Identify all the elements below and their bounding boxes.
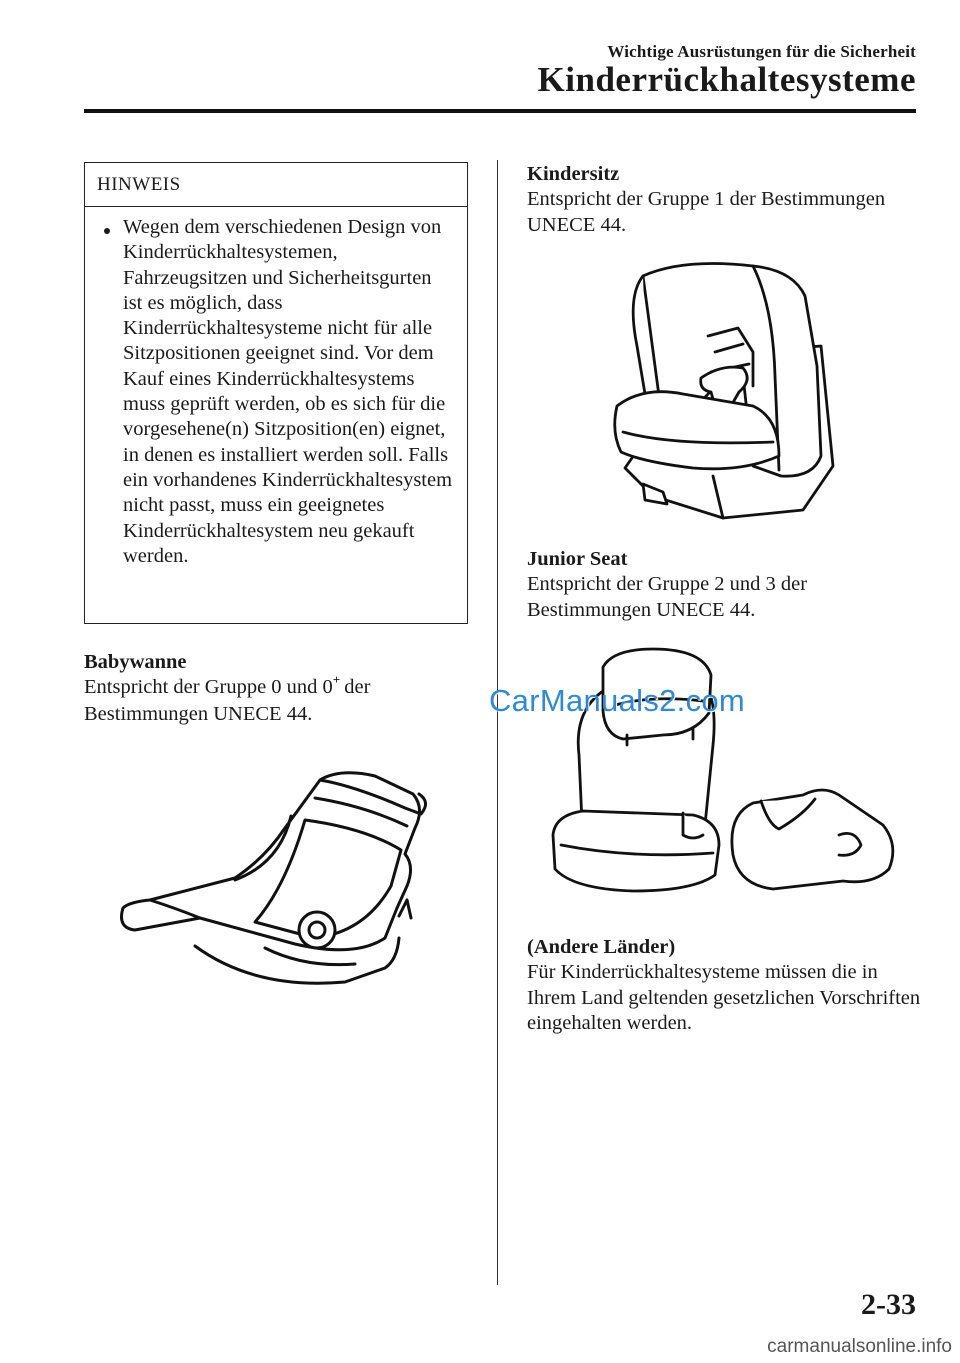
junior-seat-heading: Junior Seat — [527, 548, 628, 570]
header-divider — [84, 109, 916, 113]
kindersitz-section — [527, 162, 927, 238]
footer-site-link[interactable]: carmanualsonline.info — [767, 1336, 952, 1357]
babywanne-text-line1: Entspricht der Gruppe 0 und 0 — [84, 676, 333, 699]
baby-carrier-illustration — [115, 768, 445, 990]
andere-laender-heading: (Andere Länder) — [527, 936, 676, 958]
page-number: 2-33 — [861, 1288, 916, 1321]
babywanne-text-line1-end: der — [344, 676, 371, 699]
bullet-icon — [104, 228, 110, 234]
note-text: Wegen dem verschiedenen Design von Kinderrückhaltesystemen, Fahrzeugsitzen und Sicherheitsgurten ist es möglich, dass Kinderrückhaltesysteme nicht für alle Sitzpositionen geeignet sind. Vor dem Kauf eines Kinderrückhaltesystems muss geprüft werden, ob es sich für die vorgesehene(n) Sitzposition(en) eignet, in denen es installiert werden soll. Falls ein vorhandenes Kinderrückhaltesystem nicht passt, muss ein geeignetes Kinderrückhaltesystem neu gekauft werden. — [123, 216, 453, 567]
junior-seat-text: Entspricht der Gruppe 2 und 3 der Bestimmungen UNECE 44. — [527, 573, 808, 621]
section-subtitle: Wichtige Ausrüstungen für die Sicherheit — [607, 42, 916, 61]
babywanne-heading: Babywanne — [84, 651, 187, 673]
kindersitz-heading: Kindersitz — [527, 163, 620, 185]
andere-laender-text: Für Kinderrückhaltesysteme müssen die in Ihrem Land geltenden gesetzlichen Vorschriften eingehalten werden. — [527, 961, 921, 1034]
junior-seat-section — [527, 547, 927, 623]
kindersitz-text: Entspricht der Gruppe 1 der Bestimmungen UNECE 44. — [527, 188, 886, 236]
babywanne-section — [84, 650, 484, 727]
plus-sign: + — [332, 672, 341, 688]
page-title: Kinderrückhaltesysteme — [537, 60, 916, 99]
child-seat-illustration — [603, 256, 848, 524]
column-divider — [497, 160, 498, 1285]
note-box — [84, 162, 468, 624]
babywanne-text-line2: Bestimmungen UNECE 44. — [84, 702, 313, 725]
watermark-link[interactable]: CarManuals2.com — [489, 683, 746, 718]
note-body — [85, 207, 467, 569]
note-title: HINWEIS — [85, 163, 467, 207]
andere-laender-section — [527, 935, 927, 1036]
